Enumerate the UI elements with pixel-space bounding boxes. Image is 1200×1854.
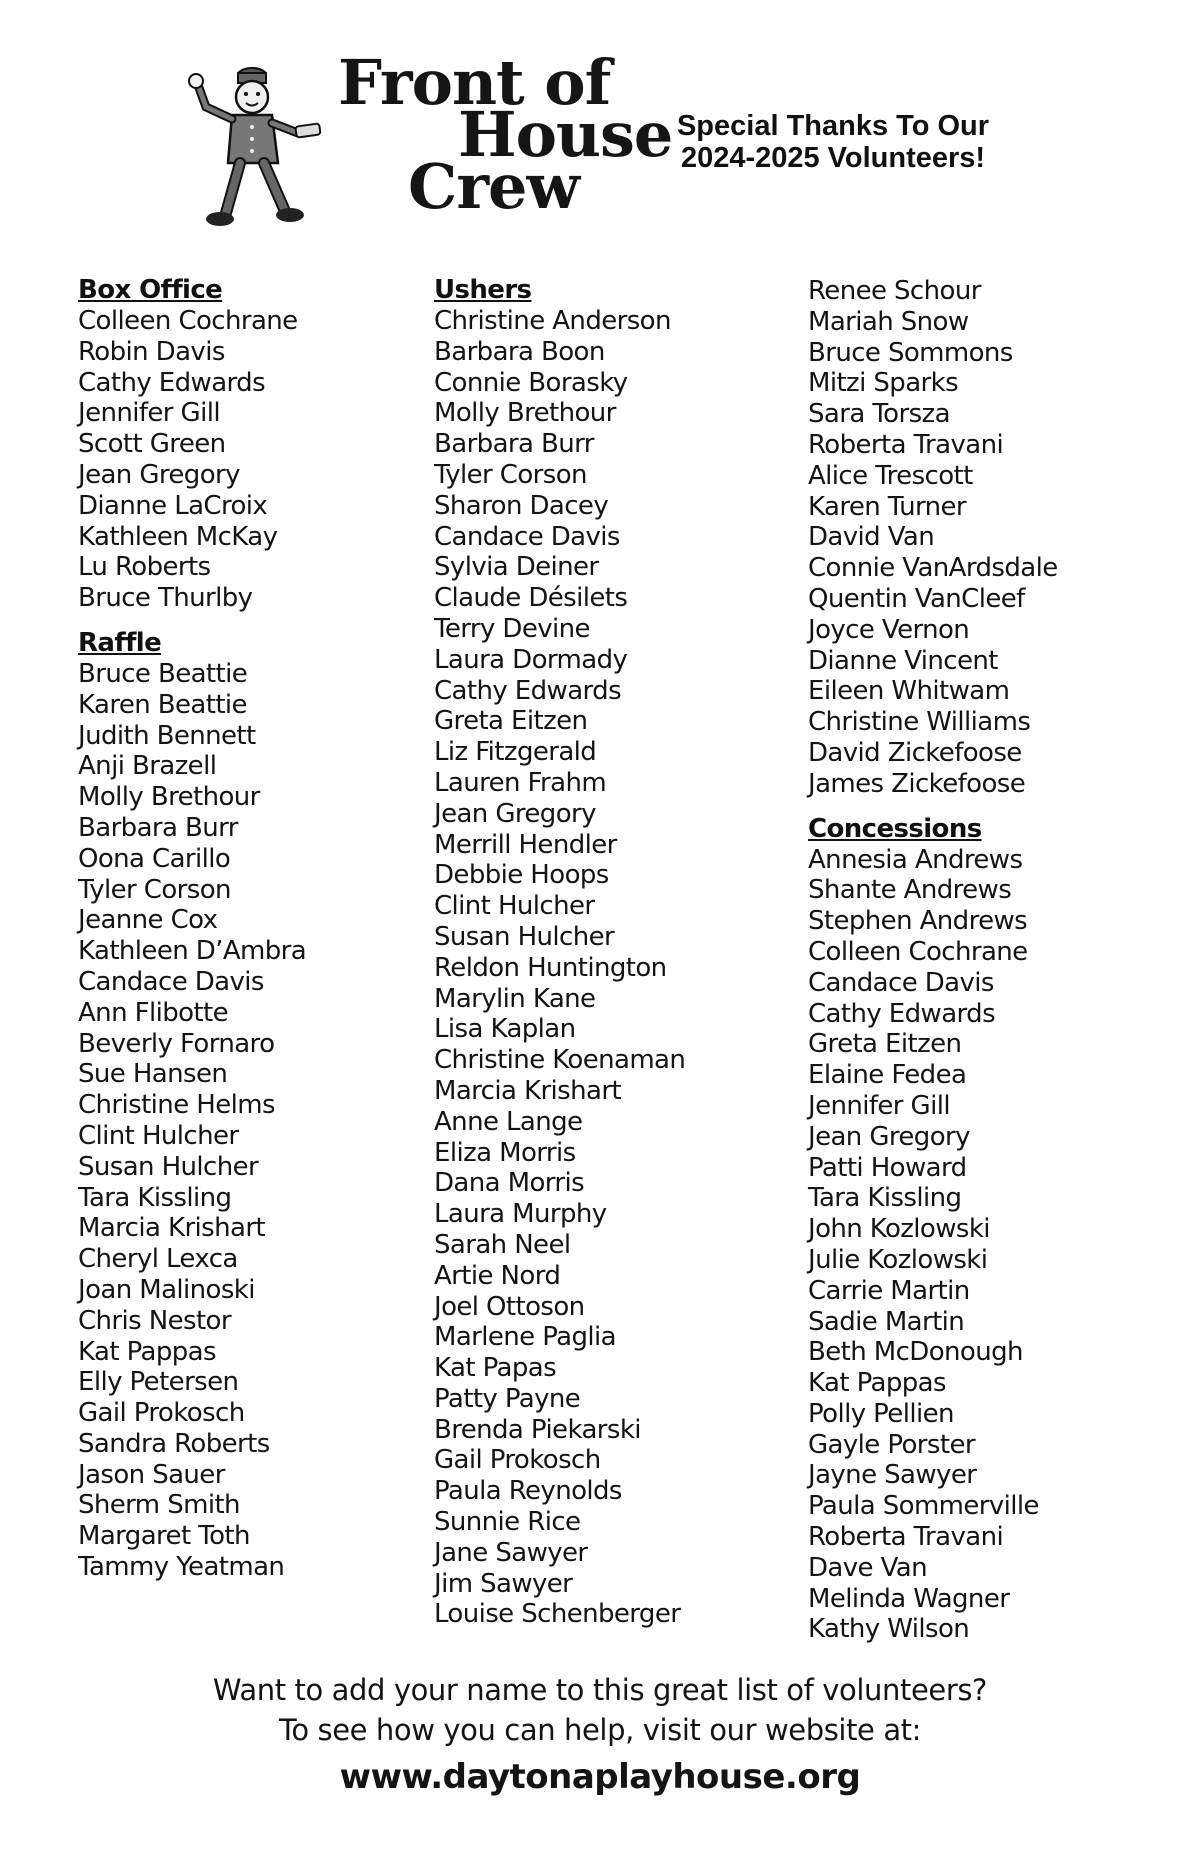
volunteer-name: Mitzi Sparks [808,368,959,399]
volunteer-name: Clint Hulcher [434,891,595,922]
section-title-raffle: Raffle [78,627,162,658]
volunteer-name: Joan Malinoski [78,1274,255,1305]
volunteer-name: Bruce Thurlby [78,583,253,614]
volunteer-name: Robin Davis [78,336,225,367]
volunteer-name: Laura Murphy [434,1199,607,1230]
volunteer-name: Cheryl Lexca [78,1244,238,1275]
volunteer-name: Mariah Snow [808,306,969,337]
volunteer-name: Dana Morris [434,1168,585,1199]
volunteer-name: Jayne Sawyer [808,1460,977,1491]
volunteer-name: Tyler Corson [78,874,231,905]
volunteer-name: Stephen Andrews [808,906,1028,937]
volunteer-name: Brenda Piekarski [434,1414,641,1445]
volunteer-name: Louise Schenberger [434,1599,681,1630]
concessions-list [808,845,1158,1646]
volunteer-name: Kathleen McKay [78,521,278,552]
volunteer-name: Renee Schour [808,276,981,306]
volunteer-name: Jean Gregory [434,798,596,829]
volunteer-name: Sue Hansen [78,1059,228,1090]
volunteer-name: Jean Gregory [808,1121,970,1152]
volunteer-name: Karen Turner [808,491,966,522]
volunteer-name: Anji Brazell [78,751,217,782]
volunteer-name: Marcia Krishart [78,1213,266,1244]
volunteer-name: Gayle Porster [808,1429,975,1460]
volunteer-name: Jim Sawyer [434,1568,573,1599]
volunteer-name: Dave Van [808,1552,927,1583]
volunteer-name: Ann Flibotte [78,997,229,1028]
volunteer-name: Barbara Burr [78,812,238,843]
volunteer-name: Judith Bennett [78,720,256,751]
volunteer-name: Artie Nord [434,1260,561,1291]
volunteer-name: Joyce Vernon [808,614,970,645]
box-office-list [78,306,428,614]
volunteer-name: Christine Anderson [434,306,671,336]
volunteer-name: Alice Trescott [808,460,973,491]
volunteer-name: Oona Carillo [78,843,231,874]
volunteer-name: David Van [808,522,935,553]
volunteer-name: Molly Brethour [78,782,260,813]
volunteer-name: Jennifer Gill [808,1090,950,1121]
volunteer-name: Candace Davis [78,966,264,997]
volunteer-name: Eileen Whitwam [808,676,1010,707]
volunteer-name: Clint Hulcher [78,1120,239,1151]
volunteer-name: Colleen Cochrane [808,936,1028,967]
volunteer-name: Tara Kissling [78,1182,232,1213]
volunteer-name: Marylin Kane [434,983,596,1014]
volunteer-name: Gail Prokosch [434,1445,601,1476]
volunteer-name: Molly Brethour [434,398,616,429]
volunteer-name: Reldon Huntington [434,952,667,983]
volunteer-name: Patty Payne [434,1383,581,1414]
volunteer-name: Quentin VanCleef [808,583,1025,614]
volunteer-name: Claude Désilets [434,583,628,614]
volunteer-name: Tara Kissling [808,1183,962,1214]
volunteer-name: Beverly Fornaro [78,1028,275,1059]
volunteer-name: Dianne LaCroix [78,490,268,521]
volunteer-name: Sarah Neel [434,1229,571,1260]
volunteer-name: Cathy Edwards [78,367,266,398]
volunteer-name: Barbara Burr [434,429,594,460]
volunteer-name: Kat Pappas [808,1368,946,1399]
volunteer-name: Jane Sawyer [434,1537,588,1568]
volunteer-name: Susan Hulcher [78,1151,259,1182]
volunteer-name: Polly Pellien [808,1398,954,1429]
volunteer-name: Colleen Cochrane [78,306,298,336]
volunteer-name: Connie Borasky [434,367,628,398]
header [170,46,1070,235]
volunteer-name: Joel Ottoson [434,1291,585,1322]
logo-line-1: Front of [338,46,611,119]
section-title-concessions: Concessions [808,813,982,844]
volunteer-name: Marlene Paglia [434,1322,616,1353]
volunteer-name: Lu Roberts [78,552,211,583]
column-2 [434,275,784,1630]
volunteer-name: Susan Hulcher [434,921,615,952]
footer-line-2: To see how you can help, visit our website at: [278,1713,922,1747]
volunteer-name: Karen Beattie [78,689,247,720]
volunteer-name: Dianne Vincent [808,645,998,676]
volunteer-name: Sara Torsza [808,399,950,430]
volunteer-name: Connie VanArdsdale [808,553,1058,584]
volunteer-name: Beth McDonough [808,1337,1023,1368]
volunteer-name: Sandra Roberts [78,1428,270,1459]
column-3 [808,276,1158,1645]
volunteer-name: Kathleen D’Ambra [78,936,307,967]
logo-line-3: Crew [408,150,579,223]
volunteer-name: Tammy Yeatman [78,1552,285,1583]
volunteer-name: John Kozlowski [808,1214,990,1245]
volunteer-name: Sharon Dacey [434,490,609,521]
volunteer-name: Jeanne Cox [78,905,218,936]
volunteer-name: Marcia Krishart [434,1075,622,1106]
volunteer-name: Kat Papas [434,1353,557,1384]
footer [0,1670,1200,1802]
volunteer-name: Scott Green [78,429,226,460]
volunteer-name: Kathy Wilson [808,1614,970,1645]
volunteer-name: Laura Dormady [434,644,628,675]
volunteer-name: David Zickefoose [808,737,1022,768]
volunteer-name: Annesia Andrews [808,844,1023,875]
ushers-continued-list [808,276,1158,800]
volunteer-name: Lisa Kaplan [434,1014,576,1045]
volunteer-name: Candace Davis [808,967,994,998]
volunteer-name: Anne Lange [434,1106,583,1137]
volunteer-name: Bruce Sommons [808,337,1013,368]
website-link[interactable]: www.daytonaplayhouse.org [339,1757,861,1797]
ushers-list [434,306,784,1630]
volunteer-name: Kat Pappas [78,1336,216,1367]
volunteer-name: Carrie Martin [808,1275,970,1306]
volunteer-name: Barbara Boon [434,336,605,367]
volunteer-name: Bruce Beattie [78,658,248,689]
volunteer-name: Christine Koenaman [434,1045,686,1076]
volunteer-name: Tyler Corson [434,459,587,490]
footer-line-1: Want to add your name to this great list of volunteers? [212,1673,988,1707]
thanks-heading [638,110,1028,174]
volunteer-name: Gail Prokosch [78,1398,245,1429]
column-1 [78,275,428,1583]
volunteer-name: Candace Davis [434,521,620,552]
volunteer-name: Sylvia Deiner [434,552,599,583]
volunteer-name: Jason Sauer [78,1459,225,1490]
thanks-line-2: 2024-2025 Volunteers! [680,142,986,174]
volunteer-name: Jean Gregory [78,459,240,490]
volunteer-name: Christine Helms [78,1090,275,1121]
volunteer-name: Eliza Morris [434,1137,576,1168]
logo-line-2: House [458,98,673,171]
section-title-ushers: Ushers [434,275,532,305]
volunteer-name: Paula Reynolds [434,1476,622,1507]
volunteer-name: Cathy Edwards [808,998,996,1029]
volunteer-name: Merrill Hendler [434,829,617,860]
volunteer-name: Sunnie Rice [434,1507,581,1538]
volunteer-name: Chris Nestor [78,1305,231,1336]
raffle-list [78,659,428,1583]
volunteer-name: Greta Eitzen [434,706,588,737]
volunteer-name: Debbie Hoops [434,860,609,891]
volunteer-name: Greta Eitzen [808,1029,962,1060]
volunteer-name: Terry Devine [434,613,590,644]
volunteer-name: Sherm Smith [78,1490,240,1521]
volunteer-name: Roberta Travani [808,429,1004,460]
section-title-box-office: Box Office [78,275,223,305]
volunteer-name: James Zickefoose [808,768,1026,799]
volunteer-name: Shante Andrews [808,875,1012,906]
volunteer-name: Margaret Toth [78,1521,250,1552]
volunteer-name: Patti Howard [808,1152,967,1183]
volunteer-name: Paula Sommerville [808,1491,1039,1522]
volunteer-name: Roberta Travani [808,1522,1004,1553]
volunteer-name: Lauren Frahm [434,767,607,798]
volunteer-name: Liz Fitzgerald [434,737,597,768]
volunteer-name: Jennifer Gill [78,398,220,429]
volunteer-name: Christine Williams [808,707,1031,738]
usher-mascot-icon [180,63,325,238]
volunteer-name: Sadie Martin [808,1306,965,1337]
thanks-line-1: Special Thanks To Our [676,110,990,142]
logo-text [338,46,673,223]
volunteer-name: Cathy Edwards [434,675,622,706]
volunteer-name: Julie Kozlowski [808,1244,988,1275]
volunteer-name: Melinda Wagner [808,1583,1010,1614]
volunteer-name: Elaine Fedea [808,1060,967,1091]
volunteer-name: Elly Petersen [78,1367,239,1398]
